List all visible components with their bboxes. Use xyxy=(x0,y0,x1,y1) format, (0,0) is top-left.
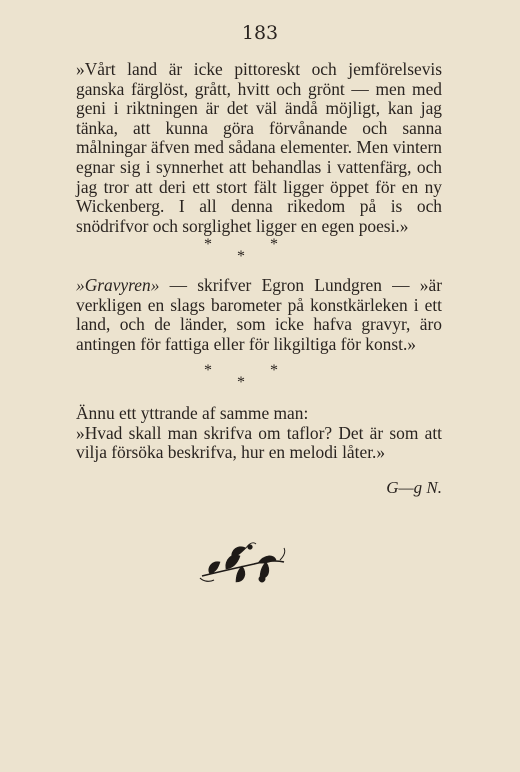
asterisk: * xyxy=(270,362,278,379)
asterisk: * xyxy=(204,362,212,379)
asterisk: * xyxy=(237,374,245,391)
paragraph-gravyren xyxy=(76,276,442,354)
gravyren-term: »Gravyren» xyxy=(76,275,160,295)
signature: G—g N. xyxy=(386,478,442,497)
paragraph-yttrande xyxy=(76,404,442,463)
floral-ornament-icon xyxy=(196,538,288,588)
asterisk: * xyxy=(204,236,212,253)
asterisk: * xyxy=(237,248,245,265)
gravyren-text: — skrifver Egron Lundgren — »är verkligen en slags barometer på konstkärleken i ett land, och de länder, som icke hafva gravyr, äro antingen för fattiga eller för likgiltiga för konst.» xyxy=(76,275,442,354)
paragraph-quote-vart-land: »Vårt land är icke pittoreskt och jemförelsevis ganska färglöst, grått, hvitt och grönt — men med geni i riktningen är det väl ändå möjligt, kan jag tänka, att kunna göra förvånande och sanna målningar äfven med sådana elementer. Men vintern egnar sig i synnerhet att behandlas i vattenfärg, och jag tror att deri ett stort fält ligger öppet för en ny Wickenberg. I all denna rikedom på is och snödrifvor och sorglighet ligger en egen poesi.» xyxy=(76,59,442,236)
page-number: 183 xyxy=(241,22,279,44)
yttrande-intro: Ännu ett yttrande af samme man: xyxy=(76,403,309,423)
asterism-divider xyxy=(200,236,280,264)
asterisk: * xyxy=(270,236,278,253)
yttrande-quote: »Hvad skall man skrifva om taflor? Det är som att vilja försöka beskrifva, hur en melodi låter.» xyxy=(76,422,442,463)
asterism-divider xyxy=(200,362,280,390)
